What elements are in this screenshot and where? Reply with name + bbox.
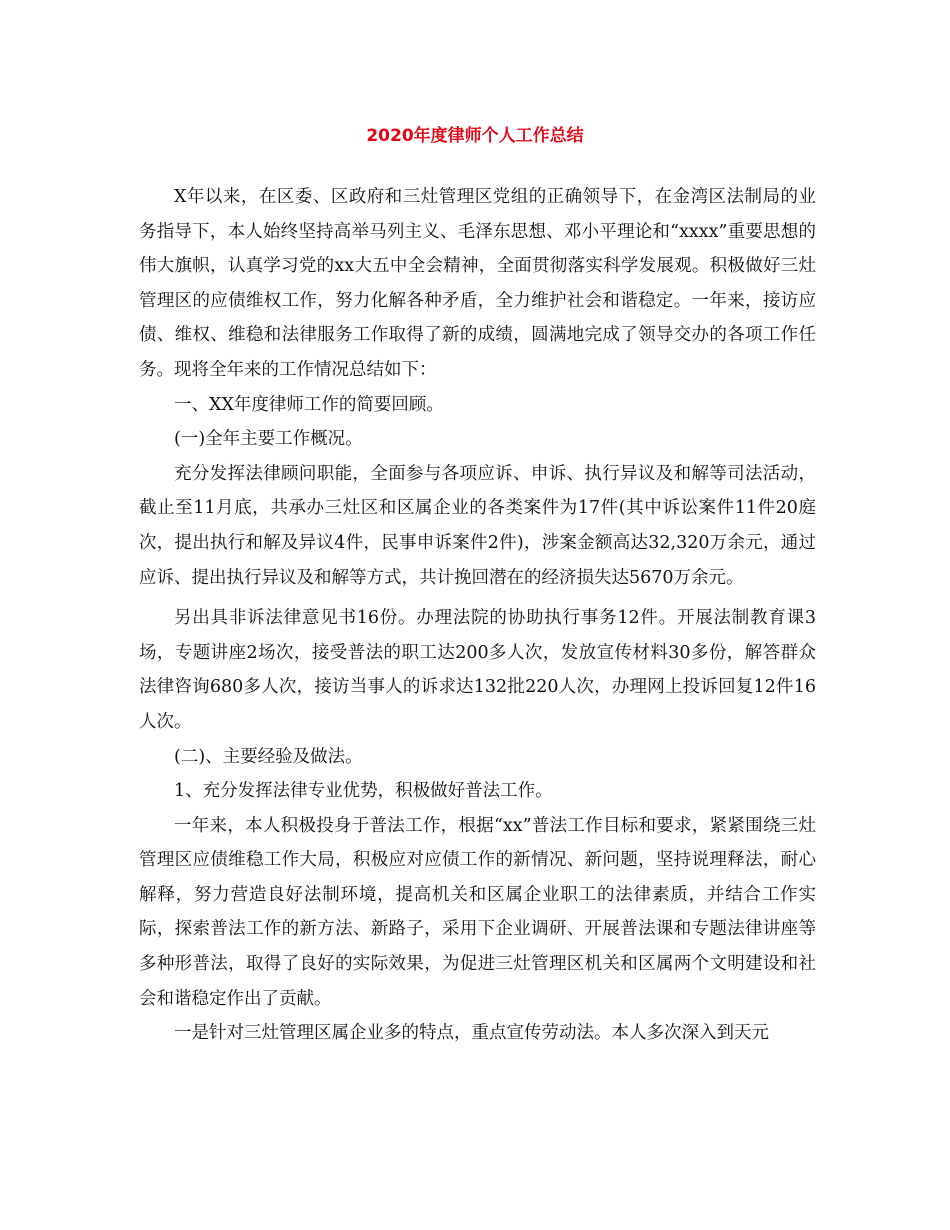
paragraph-services: 另出具非诉法律意见书16份。办理法院的协助执行事务12件。开展法制教育课3场，专题讲座2场次，接受普法的职工达200多人次，发放宣传材料30多份，解答群众法律咨询680多人次，接访当事人的诉求达132批220人次，办理网上投诉回复12件16人次。: [139, 608, 816, 732]
paragraph-cases: 充分发挥法律顾问职能，全面参与各项应诉、申诉、执行异议及和解等司法活动，截止至11月底，共承办三灶区和区属企业的各类案件为17件(其中诉讼案件11件20庭次，提出执行和解及异议4件，民事申诉案件2件)，涉案金额高达32,320万余元，通过应诉、提出执行异议及和解等方式，共计挽回潜在的经济损失达5670万余元。: [139, 463, 816, 588]
document-title: 2020年度律师个人工作总结: [366, 126, 584, 146]
paragraph-labor-law: 一是针对三灶管理区属企业多的特点，重点宣传劳动法。本人多次深入到天元: [174, 1023, 769, 1044]
subsection-heading-overview: (一)全年主要工作概况。: [174, 429, 363, 450]
paragraph-intro: X年以来，在区委、区政府和三灶管理区党组的正确领导下，在金湾区法制局的业务指导下，本人始终坚持高举马列主义、毛泽东思想、邓小平理论和“xxxx”重要思想的伟大旗帜，认真学习党的xx大五中全会精神，全面贯彻落实科学发展观。积极做好三灶管理区的应债维权工作，努力化解各种矛盾，全力维护社会和谐稳定。一年来，接访应债、维权、维稳和法律服务工作取得了新的成绩，圆满地完成了领导交办的各项工作任务。现将全年来的工作情况总结如下：: [139, 187, 816, 380]
document-body: [139, 180, 816, 1051]
section-heading-review: 一、XX年度律师工作的简要回顾。: [174, 394, 444, 415]
paragraph-legal-education: 一年来，本人积极投身于普法工作，根据“xx”普法工作目标和要求，紧紧围绕三灶管理区应债维稳工作大局，积极应对应债工作的新情况、新问题，坚持说理释法，耐心解释，努力营造良好法制环境，提高机关和区属企业职工的法律素质，并结合工作实际，探索普法工作的新方法、新路子，采用下企业调研、开展普法课和专题法律讲座等多种形普法，取得了良好的实际效果，为促进三灶管理区机关和区属两个文明建设和社会和谐稳定作出了贡献。: [139, 815, 816, 1009]
subsection-heading-experience: (二)、主要经验及做法。: [174, 746, 363, 767]
item-heading-legal-education: 1、充分发挥法律专业优势，积极做好普法工作。: [174, 781, 553, 802]
